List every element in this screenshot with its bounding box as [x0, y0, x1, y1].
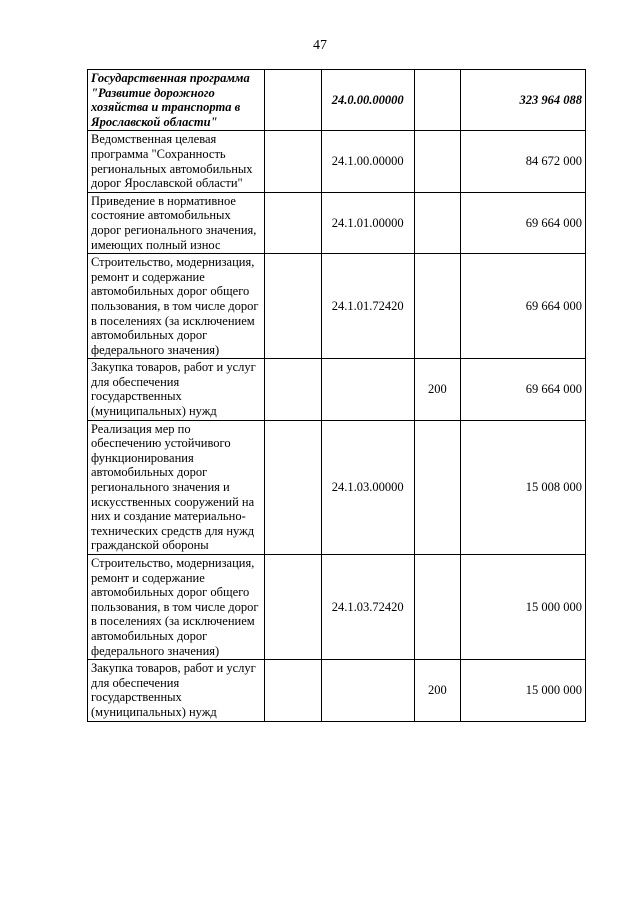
row-code-cell: 24.1.03.00000 — [321, 420, 414, 554]
page-number: 47 — [313, 38, 327, 53]
table-row — [88, 555, 586, 660]
row-name-cell: Закупка товаров, работ и услуг для обеспечения государственных (муниципальных) нужд — [88, 660, 265, 721]
row-amount-cell: 69 664 000 — [460, 192, 585, 253]
row-empty-cell — [265, 192, 321, 253]
row-expense-type-cell: 200 — [414, 359, 460, 420]
row-code-cell — [321, 359, 414, 420]
row-code-cell: 24.1.00.00000 — [321, 131, 414, 192]
table-row — [88, 420, 586, 554]
row-code-cell — [321, 660, 414, 721]
row-expense-type-cell — [414, 70, 460, 131]
row-amount-cell: 323 964 088 — [460, 70, 585, 131]
row-empty-cell — [265, 359, 321, 420]
row-amount-cell: 84 672 000 — [460, 131, 585, 192]
row-code-cell: 24.1.03.72420 — [321, 555, 414, 660]
table-row — [88, 660, 586, 721]
row-amount-cell: 69 664 000 — [460, 254, 585, 359]
row-expense-type-cell — [414, 254, 460, 359]
row-name-cell: Реализация мер по обеспечению устойчивого функционирования автомобильных дорог регионального значения и искусственных сооружений на них и создание материально-технических средств для нужд гражданской обороны — [88, 420, 265, 554]
budget-table — [87, 69, 586, 722]
row-name-cell: Ведомственная целевая программа "Сохранность региональных автомобильных дорог Ярославской области" — [88, 131, 265, 192]
table-row — [88, 359, 586, 420]
table-row — [88, 70, 586, 131]
row-name-cell: Государственная программа "Развитие дорожного хозяйства и транспорта в Ярославской области" — [88, 70, 265, 131]
row-name-cell: Закупка товаров, работ и услуг для обеспечения государственных (муниципальных) нужд — [88, 359, 265, 420]
row-amount-cell: 15 000 000 — [460, 660, 585, 721]
row-expense-type-cell: 200 — [414, 660, 460, 721]
row-name-cell: Приведение в нормативное состояние автомобильных дорог регионального значения, имеющих полный износ — [88, 192, 265, 253]
row-empty-cell — [265, 254, 321, 359]
table-row — [88, 192, 586, 253]
row-expense-type-cell — [414, 131, 460, 192]
table-row — [88, 131, 586, 192]
row-code-cell: 24.1.01.72420 — [321, 254, 414, 359]
row-empty-cell — [265, 660, 321, 721]
row-code-cell: 24.0.00.00000 — [321, 70, 414, 131]
row-name-cell: Строительство, модернизация, ремонт и содержание автомобильных дорог общего пользования, в том числе дорог в поселениях (за исключением автомобильных дорог федерального значения) — [88, 555, 265, 660]
row-empty-cell — [265, 420, 321, 554]
row-expense-type-cell — [414, 192, 460, 253]
row-amount-cell: 69 664 000 — [460, 359, 585, 420]
row-name-cell: Строительство, модернизация, ремонт и содержание автомобильных дорог общего пользования, в том числе дорог в поселениях (за исключением автомобильных дорог федерального значения) — [88, 254, 265, 359]
row-amount-cell: 15 000 000 — [460, 555, 585, 660]
budget-table-body — [88, 70, 586, 722]
row-expense-type-cell — [414, 555, 460, 660]
row-expense-type-cell — [414, 420, 460, 554]
row-empty-cell — [265, 70, 321, 131]
table-row — [88, 254, 586, 359]
row-empty-cell — [265, 131, 321, 192]
row-code-cell: 24.1.01.00000 — [321, 192, 414, 253]
row-amount-cell: 15 008 000 — [460, 420, 585, 554]
row-empty-cell — [265, 555, 321, 660]
